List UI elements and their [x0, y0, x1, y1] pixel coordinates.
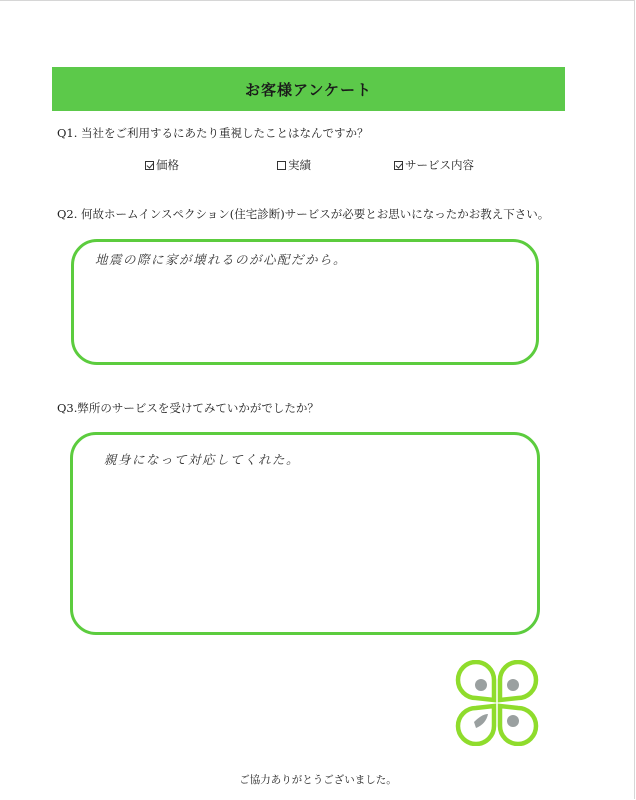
checkbox-checked-icon[interactable] [394, 161, 403, 170]
checkbox-unchecked-icon[interactable] [277, 161, 286, 170]
survey-title-bar [52, 67, 565, 111]
q1-option-track-record[interactable] [277, 157, 311, 173]
question-1: Q1. 当社をご利用するにあたり重視したことはなんですか？ [57, 126, 369, 140]
clover-logo-icon [454, 660, 540, 746]
question-2: Q2. 何故ホームインスペクション(住宅診断)サービスが必要とお思いになったかお教え下さい。 [57, 207, 550, 221]
checkbox-checked-icon[interactable] [145, 161, 154, 170]
footer-thanks: ご協力ありがとうございました。 [239, 774, 397, 786]
handwritten-answer-3: 親身になって対応してくれた。 [104, 452, 301, 467]
q1-option-label: サービス内容 [405, 158, 474, 172]
handwritten-answer-2: 地震の際に家が壊れるのが心配だから。 [95, 252, 348, 267]
q1-option-label: 実績 [288, 158, 311, 172]
q1-option-price[interactable] [145, 157, 179, 173]
question-3: Q3.弊所のサービスを受けてみていかがでしたか？ [57, 401, 319, 415]
q1-option-service-content[interactable] [394, 157, 474, 173]
q1-option-label: 価格 [156, 158, 179, 172]
survey-title: お客様アンケート [244, 80, 373, 99]
